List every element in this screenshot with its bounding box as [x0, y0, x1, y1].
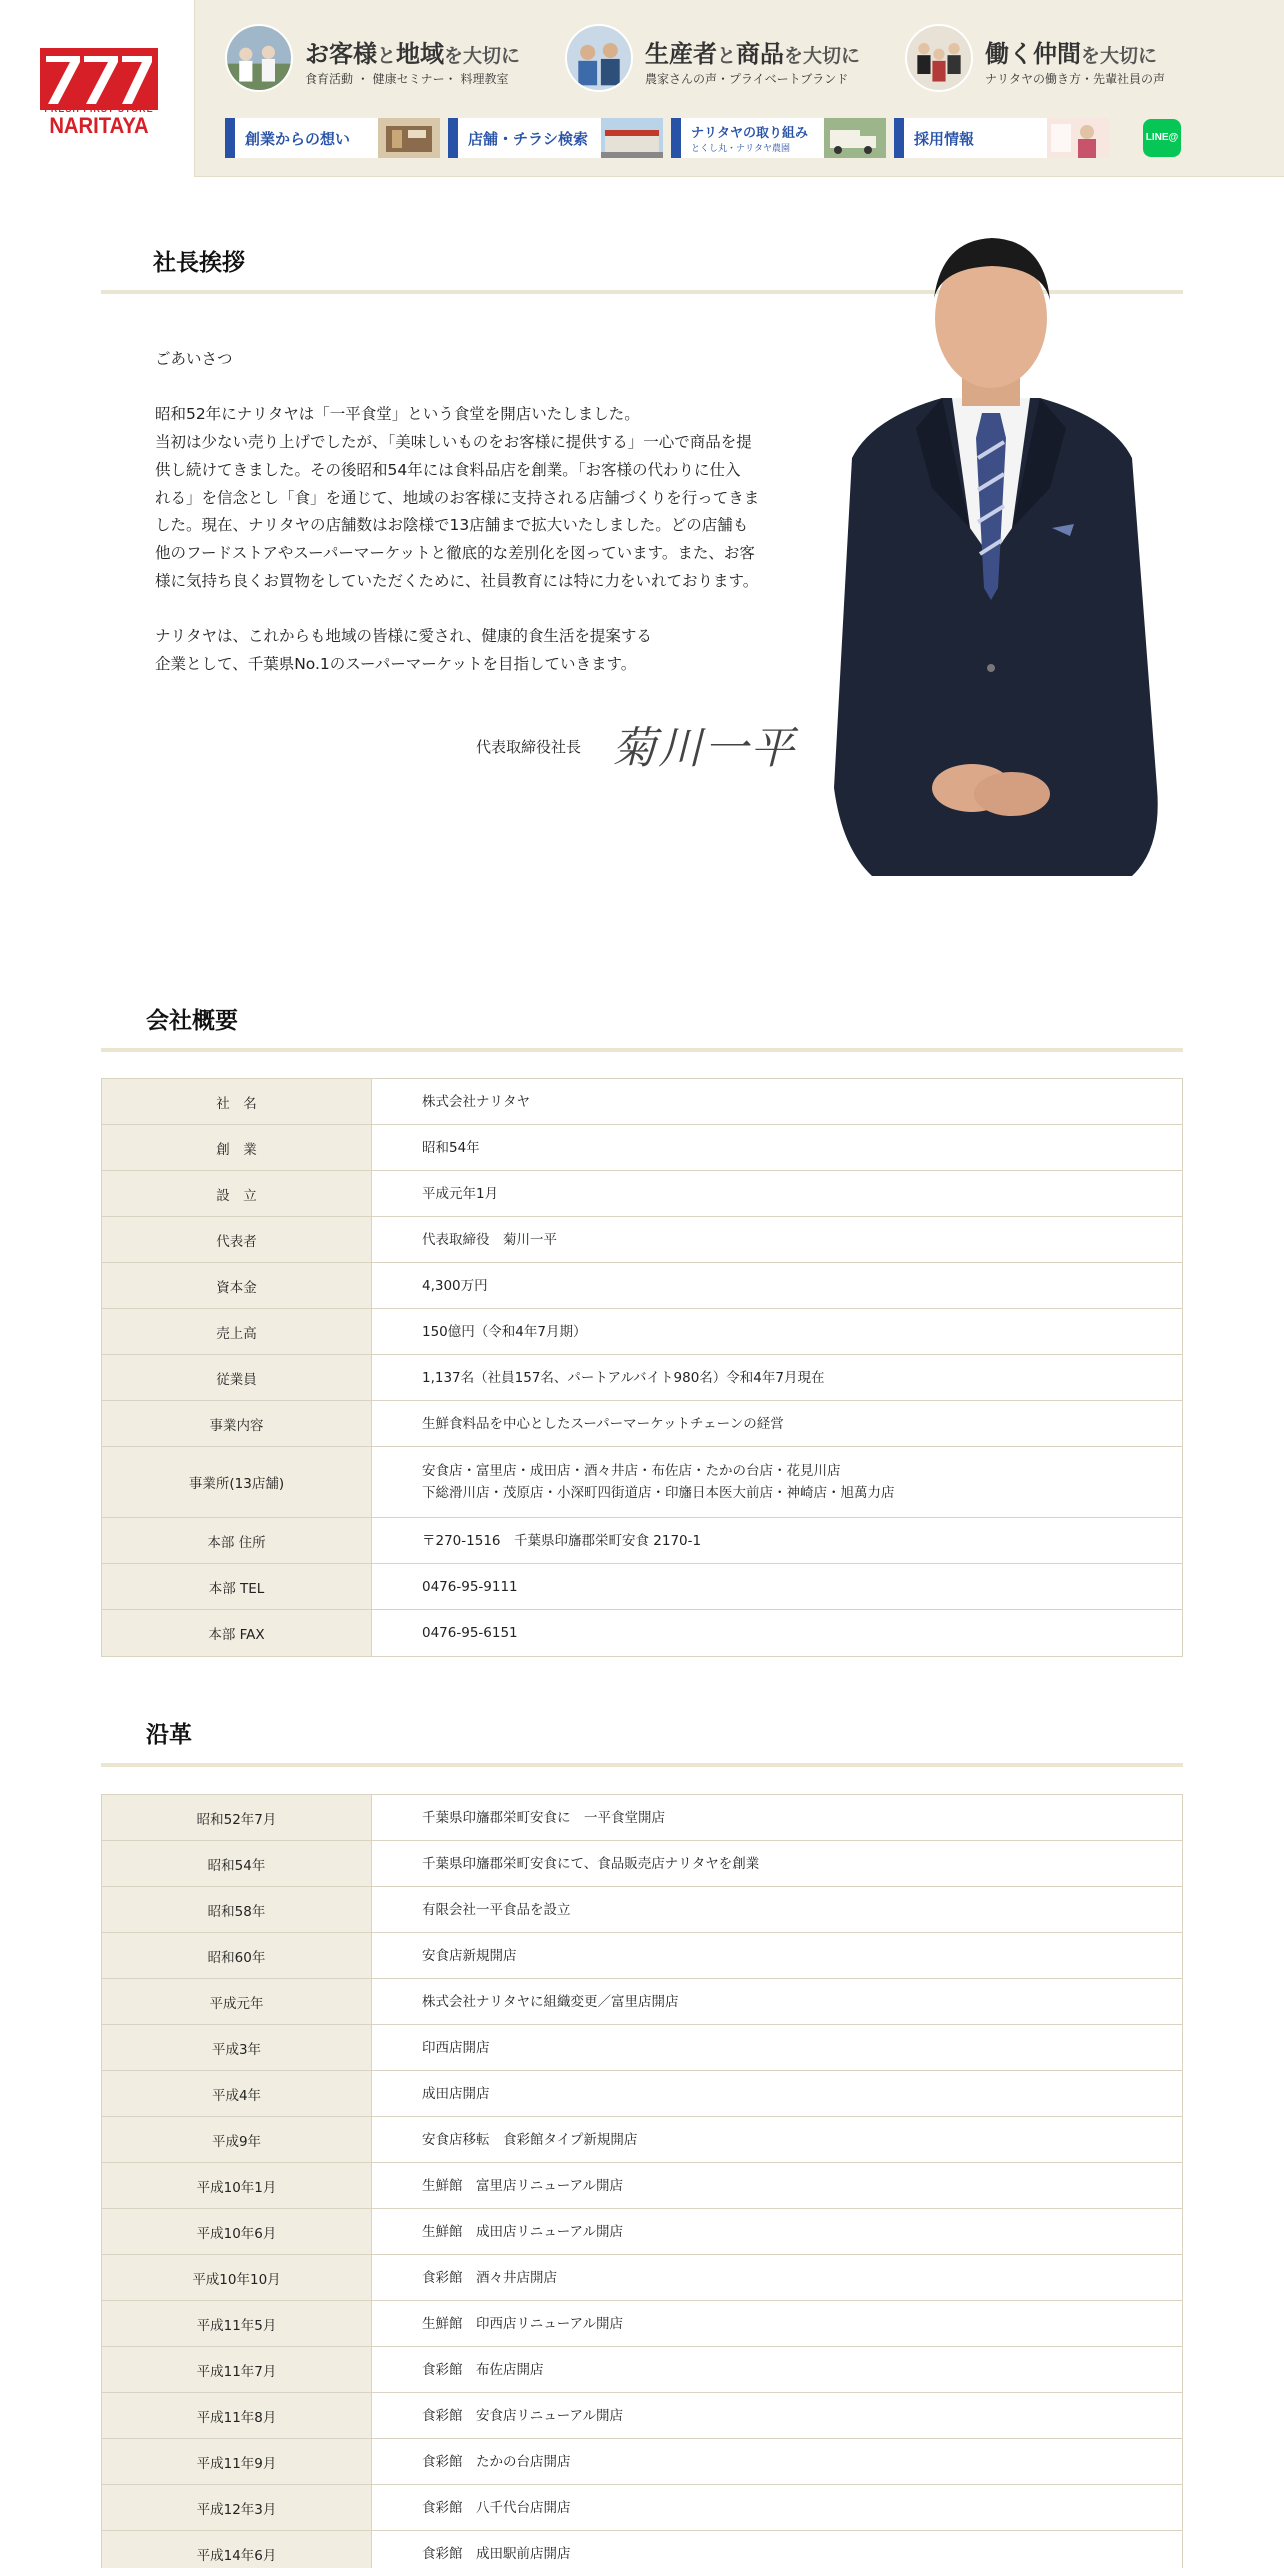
- table-row: [102, 2393, 1182, 2439]
- feature-title-main: 生産者: [645, 40, 717, 68]
- nav-store-search[interactable]: [448, 118, 663, 158]
- history-event: 印西店開店: [422, 2039, 490, 2056]
- feature-title-small: を大切に: [1081, 45, 1158, 67]
- founding-photo-icon: [378, 118, 440, 158]
- nav-founding-philosophy[interactable]: [225, 118, 440, 158]
- signature-title: 代表取締役社長: [476, 738, 582, 756]
- history-date: 平成12年3月: [102, 2485, 372, 2530]
- nav-recruitment[interactable]: [894, 118, 1109, 158]
- table-value: 150億円（令和4年7月期）: [422, 1323, 587, 1340]
- greeting-line: 他のフードストアやスーパーマーケットと徹底的な差別化を図っています。また、お客: [155, 543, 755, 562]
- table-label: 設 立: [102, 1171, 372, 1216]
- history-date: 平成11年9月: [102, 2439, 372, 2484]
- history-event: 食彩館 成田駅前店開店: [422, 2546, 571, 2562]
- table-row: [102, 2209, 1182, 2255]
- table-value: 下総滑川店・茂原店・小深町四街道店・印旛日本医大前店・神崎店・旭萬力店: [422, 1485, 895, 1501]
- table-label: 資本金: [102, 1263, 372, 1308]
- history-date: 平成14年6月: [102, 2531, 372, 2568]
- greeting-line: 供し続けてきました。その後昭和54年には食料品店を創業。「お客様の代わりに仕入: [155, 460, 741, 479]
- history-event: 有限会社一平食品を設立: [422, 1901, 571, 1918]
- table-label: 事業内容: [102, 1401, 372, 1446]
- logo-text: NARITAYA: [49, 113, 149, 138]
- feature-subtitle: ナリタヤの働き方・先輩社員の声: [985, 72, 1166, 86]
- table-row: [102, 1217, 1182, 1263]
- history-date: 平成10年1月: [102, 2163, 372, 2208]
- section-divider: [101, 1763, 1183, 1767]
- feature-customers[interactable]: [225, 24, 565, 94]
- history-event: 千葉県印旛郡栄町安食にて、食品販売店ナリタヤを創業: [422, 1855, 760, 1872]
- history-date: 昭和58年: [102, 1887, 372, 1932]
- history-event: 生鮮館 富里店リニューアル開店: [422, 2177, 624, 2194]
- history-table: [101, 1794, 1183, 2568]
- nav-sublabel: とくし丸・ナリタヤ農園: [691, 144, 791, 154]
- history-event: 株式会社ナリタヤに組織変更／富里店開店: [422, 1993, 679, 2010]
- section-divider: [101, 1048, 1183, 1052]
- table-row: [102, 1887, 1182, 1933]
- company-table: [101, 1078, 1183, 1657]
- table-label: 代表者: [102, 1217, 372, 1262]
- feature-title-small: を大切に: [444, 45, 521, 67]
- history-event: 食彩館 酒々井店開店: [422, 2269, 557, 2286]
- table-label: 従業員: [102, 1355, 372, 1400]
- table-value: 0476-95-6151: [422, 1625, 518, 1641]
- table-row: [102, 1309, 1182, 1355]
- history-section-title: 沿革: [146, 1722, 192, 1748]
- feature-title-main: お客様: [305, 40, 377, 68]
- history-event: 生鮮館 成田店リニューアル開店: [422, 2223, 624, 2240]
- greeting-text: [155, 346, 785, 678]
- history-event: 食彩館 八千代台店開店: [422, 2499, 571, 2516]
- table-label: 本部 住所: [102, 1518, 372, 1563]
- greeting-line: ナリタヤは、これからも地域の皆様に愛され、健康的食生活を提案する: [155, 627, 652, 645]
- logo-tagline: FRESH FIRST STORE: [44, 104, 154, 114]
- table-row: [102, 1795, 1182, 1841]
- history-event: 成田店開店: [422, 2085, 490, 2102]
- table-row: [102, 1447, 1182, 1518]
- table-value: 生鮮食料品を中心としたスーパーマーケットチェーンの経営: [422, 1415, 784, 1432]
- table-value: 昭和54年: [422, 1139, 480, 1156]
- nav-initiatives[interactable]: [671, 118, 886, 158]
- history-date: 平成元年: [102, 1979, 372, 2024]
- table-label: 本部 FAX: [102, 1610, 372, 1656]
- company-section-title: 会社概要: [146, 1008, 238, 1034]
- customers-photo-icon: [225, 24, 293, 92]
- history-event: 食彩館 布佐店開店: [422, 2361, 544, 2378]
- table-value: 安食店・富里店・成田店・酒々井店・布佐店・たかの台店・花見川店: [422, 1463, 841, 1479]
- table-row: [102, 2439, 1182, 2485]
- feature-title-main: 地域: [396, 40, 445, 68]
- nav-label: 創業からの想い: [245, 130, 351, 148]
- feature-title-small: と: [377, 45, 397, 67]
- history-date: 平成3年: [102, 2025, 372, 2070]
- table-row: [102, 1125, 1182, 1171]
- history-date: 平成11年8月: [102, 2393, 372, 2438]
- greeting-heading: ごあいさつ: [155, 350, 233, 368]
- feature-title-small: と: [717, 45, 737, 67]
- history-date: 平成11年7月: [102, 2347, 372, 2392]
- history-date: 昭和52年7月: [102, 1795, 372, 1840]
- table-label: 売上高: [102, 1309, 372, 1354]
- producers-photo-icon: [565, 24, 633, 92]
- table-value: 〒270-1516 千葉県印旛郡栄町安食 2170-1: [422, 1532, 702, 1549]
- table-value: 0476-95-9111: [422, 1578, 518, 1595]
- history-date: 平成11年5月: [102, 2301, 372, 2346]
- site-header: [0, 0, 1284, 177]
- table-value: 1,137名（社員157名、パートアルバイト980名）令和4年7月現在: [422, 1369, 825, 1386]
- line-button[interactable]: LINE@: [1143, 119, 1181, 157]
- table-row: [102, 1841, 1182, 1887]
- history-event: 安食店新規開店: [422, 1947, 517, 1964]
- nav-label: 店舗・チラシ検索: [468, 130, 589, 148]
- colleagues-photo-icon: [905, 24, 973, 92]
- table-value: 株式会社ナリタヤ: [422, 1093, 530, 1110]
- table-row: [102, 1610, 1182, 1656]
- president-portrait: [812, 228, 1170, 878]
- table-row: [102, 2347, 1182, 2393]
- nav-label: ナリタヤの取り組み: [691, 126, 809, 141]
- greeting-section-title: 社長挨拶: [153, 250, 245, 276]
- table-row: [102, 2301, 1182, 2347]
- greeting-line: 様に気持ち良くお買物をしていただくために、社員教育には特に力をいれております。: [155, 571, 759, 590]
- table-row: [102, 1564, 1182, 1610]
- history-date: 平成10年6月: [102, 2209, 372, 2254]
- table-value: 平成元年1月: [422, 1185, 499, 1202]
- table-row: [102, 1979, 1182, 2025]
- table-row: [102, 2163, 1182, 2209]
- history-event: 千葉県印旛郡栄町安食に 一平食堂開店: [422, 1809, 665, 1826]
- table-row: [102, 1079, 1182, 1125]
- table-row: [102, 2485, 1182, 2531]
- greeting-line: 企業として、千葉県No.1のスーパーマーケットを目指していきます。: [155, 654, 637, 673]
- history-date: 昭和60年: [102, 1933, 372, 1978]
- history-date: 昭和54年: [102, 1841, 372, 1886]
- feature-subtitle: 農家さんの声・プライベートブランド: [645, 72, 849, 86]
- table-row: [102, 2071, 1182, 2117]
- table-row: [102, 2531, 1182, 2568]
- greeting-line: 昭和52年にナリタヤは「一平食堂」という食堂を開店いたしました。: [155, 405, 640, 424]
- history-event: 食彩館 たかの台店開店: [422, 2453, 571, 2470]
- feature-title-main: 商品: [736, 40, 785, 68]
- table-row: [102, 1933, 1182, 1979]
- nav-label: 採用情報: [914, 130, 975, 148]
- table-label: 創 業: [102, 1125, 372, 1170]
- initiatives-photo-icon: [824, 118, 886, 158]
- history-event: 安食店移転 食彩館タイプ新規開店: [422, 2131, 638, 2148]
- history-date: 平成9年: [102, 2117, 372, 2162]
- table-row: [102, 1171, 1182, 1217]
- table-value: 4,300万円: [422, 1277, 488, 1294]
- signature: 菊川一平: [612, 723, 796, 774]
- feature-title-main: 働く仲間: [985, 40, 1081, 68]
- history-date: 平成10年10月: [102, 2255, 372, 2300]
- history-event: 生鮮館 印西店リニューアル開店: [422, 2315, 624, 2332]
- table-row: [102, 2025, 1182, 2071]
- table-row: [102, 1518, 1182, 1564]
- feature-producers[interactable]: [565, 24, 905, 94]
- history-date: 平成4年: [102, 2071, 372, 2116]
- feature-subtitle: 食育活動 ・ 健康セミナー・ 料理教室: [305, 72, 509, 86]
- feature-title-small: を大切に: [784, 45, 861, 67]
- table-row: [102, 1401, 1182, 1447]
- table-label: 本部 TEL: [102, 1564, 372, 1609]
- table-row: [102, 1355, 1182, 1401]
- table-label: 事業所(13店舗): [102, 1447, 372, 1517]
- recruitment-photo-icon: [1047, 118, 1109, 158]
- table-value: 代表取締役 菊川一平: [422, 1231, 557, 1248]
- naritaya-logo-icon: [40, 48, 158, 110]
- greeting-line: した。現在、ナリタヤの店舗数はお陰様で13店舗まで拡大いたしました。どの店舗も: [155, 516, 749, 535]
- feature-colleagues[interactable]: [905, 24, 1205, 94]
- greeting-line: れる」を信念とし「食」を通じて、地域のお客様に支持される店舗づくりを行ってきま: [155, 488, 760, 507]
- history-event: 食彩館 安食店リニューアル開店: [422, 2407, 624, 2424]
- table-row: [102, 1263, 1182, 1309]
- greeting-line: 当初は少ない売り上げでしたが、「美味しいものをお客様に提供する」一心で商品を提: [155, 433, 752, 452]
- table-row: [102, 2117, 1182, 2163]
- store-photo-icon: [601, 118, 663, 158]
- table-row: [102, 2255, 1182, 2301]
- logo[interactable]: [0, 0, 195, 177]
- table-label: 社 名: [102, 1079, 372, 1124]
